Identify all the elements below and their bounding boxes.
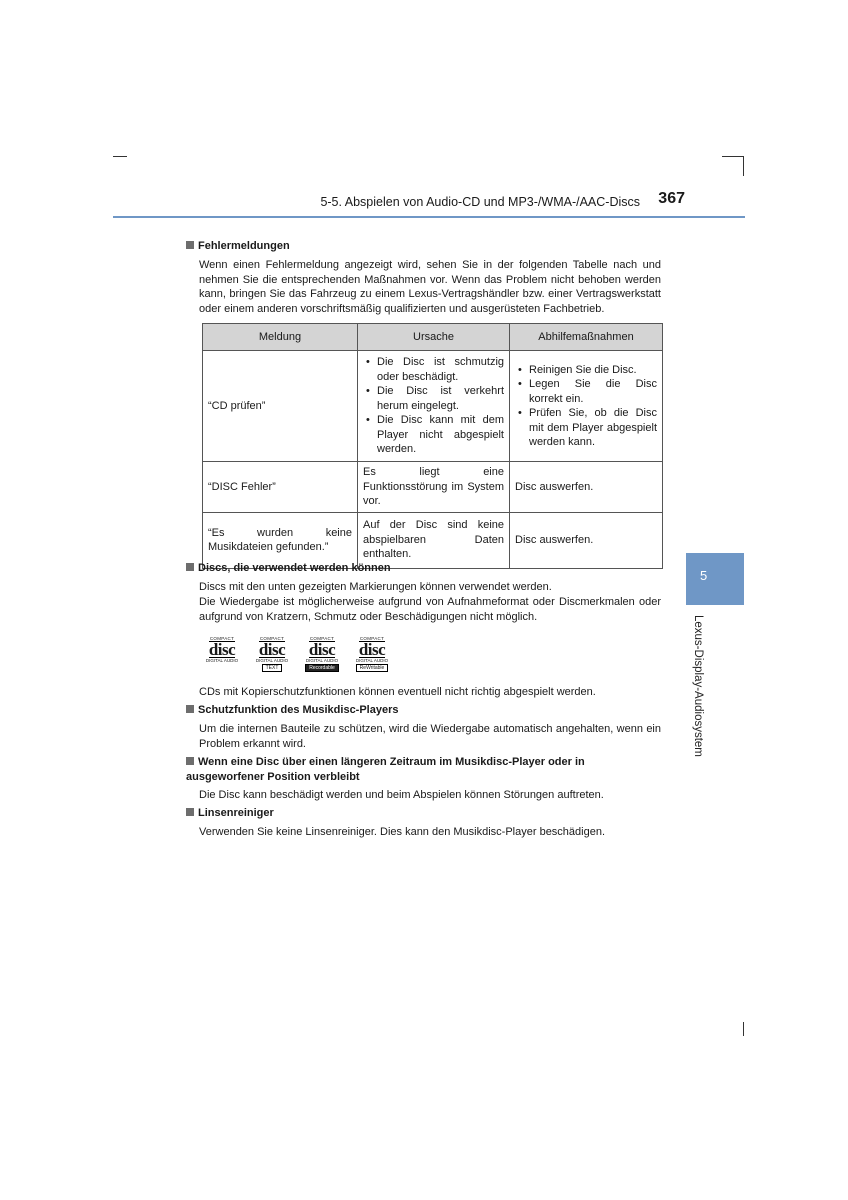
disc-logos — [202, 636, 392, 671]
remedy-cell — [510, 351, 663, 462]
discs-line1: Discs mit den unten gezeigten Markierungen können verwendet werden. — [199, 581, 552, 593]
square-bullet-icon — [186, 705, 194, 713]
heading-lens-cleaner: Linsenreiniger — [186, 807, 274, 819]
crop-mark-top-right-v — [743, 156, 744, 176]
square-bullet-icon — [186, 563, 194, 571]
table-row — [203, 462, 663, 513]
table-header-row — [203, 324, 663, 351]
crop-mark-top-left — [113, 156, 127, 157]
crop-mark-bottom-right — [743, 1022, 744, 1036]
errors-intro: Wenn einen Fehlermeldung angezeigt wird, sehen Sie in der folgenden Tabelle nach und nehmen Sie die entsprechenden Maßnahmen vor. Wenn das Problem nicht behoben werden kann, bringen Sie das Fahrzeug zu einem Lexus-Vertragshändler bzw. einer Vertragswerkstatt oder einem anderen vorschriftsmäßig qualifizierten und ausgerüsteten Fachbetrieb. — [199, 259, 661, 315]
chapter-tab — [686, 553, 744, 605]
list-item: • Die Disc ist schmutzig oder beschädigt. — [377, 355, 504, 384]
remedy-cell: Disc auswerfen. — [510, 512, 663, 568]
cause-cell — [358, 351, 510, 462]
square-bullet-icon — [186, 757, 194, 765]
table-row — [203, 512, 663, 568]
compact-disc-text-logo: COMPACT disc DIGITAL AUDIO TEXT — [255, 636, 289, 671]
message-cell: “DISC Fehler” — [203, 462, 358, 513]
list-item: • Reinigen Sie die Disc. — [529, 363, 657, 378]
protection-text: Um die internen Bauteile zu schützen, wird die Wiedergabe automatisch angehalten, wenn ein Problem erkannt wird. — [199, 723, 661, 750]
header-rule — [113, 216, 745, 218]
copy-protection-note: CDs mit Kopierschutzfunktionen können eventuell nicht richtig abgespielt werden. — [199, 686, 596, 698]
message-cell: “Es wurden keine Musikdateien gefunden.” — [203, 512, 358, 568]
compact-disc-rewritable-logo: COMPACT disc DIGITAL AUDIO ReWritable — [355, 636, 389, 671]
column-header: Meldung — [203, 324, 358, 351]
square-bullet-icon — [186, 808, 194, 816]
discs-line2: Die Wiedergabe ist möglicherweise aufgrund von Aufnahmeformat oder Discmerkmalen oder aufgrund von Kratzern, Schmutz oder Beschädigungen nicht möglich. — [199, 596, 661, 623]
column-header: Abhilfemaßnahmen — [510, 324, 663, 351]
list-item: • Prüfen Sie, ob die Disc mit dem Player abgespielt werden kann. — [529, 406, 657, 450]
chapter-number: 5 — [700, 568, 708, 583]
column-header: Ursache — [358, 324, 510, 351]
compact-disc-recordable-logo: COMPACT disc DIGITAL AUDIO Recordable — [305, 636, 339, 671]
cause-cell: Es liegt eine Funktionsstörung im System vor. — [358, 462, 510, 513]
cause-cell: Auf der Disc sind keine abspielbaren Daten enthalten. — [358, 512, 510, 568]
list-item: • Die Disc ist verkehrt herum eingelegt. — [377, 384, 504, 413]
table-row — [203, 351, 663, 462]
crop-mark-top-right-h — [722, 156, 744, 157]
list-item: • Die Disc kann mit dem Player nicht abgespielt werden. — [377, 413, 504, 457]
lens-cleaner-text: Verwenden Sie keine Linsenreiniger. Dies kann den Musikdisc-Player beschädigen. — [199, 826, 606, 838]
list-item: • Legen Sie die Disc korrekt ein. — [529, 377, 657, 406]
message-cell: “CD prüfen” — [203, 351, 358, 462]
remedy-cell: Disc auswerfen. — [510, 462, 663, 513]
square-bullet-icon — [186, 241, 194, 249]
compact-disc-logo: COMPACT disc DIGITAL AUDIO — [205, 636, 239, 663]
header-title: 5-5. Abspielen von Audio-CD und MP3-/WMA-/AAC-Discs — [320, 195, 640, 209]
page-number: 367 — [658, 190, 685, 207]
heading-protection: Schutzfunktion des Musikdisc-Players — [186, 704, 399, 716]
long-storage-text: Die Disc kann beschädigt werden und beim Abspielen können Störungen auftreten. — [199, 789, 604, 801]
chapter-label: Lexus-Display-Audiosystem — [692, 615, 704, 757]
heading-fehlermeldungen: Fehlermeldungen — [186, 240, 290, 252]
heading-discs: Discs, die verwendet werden können — [186, 562, 391, 574]
error-table — [202, 323, 663, 569]
heading-long-storage: Wenn eine Disc über einen längeren Zeitraum im Musikdisc-Player oder in ausgeworfener Position verbleibt — [186, 756, 585, 783]
